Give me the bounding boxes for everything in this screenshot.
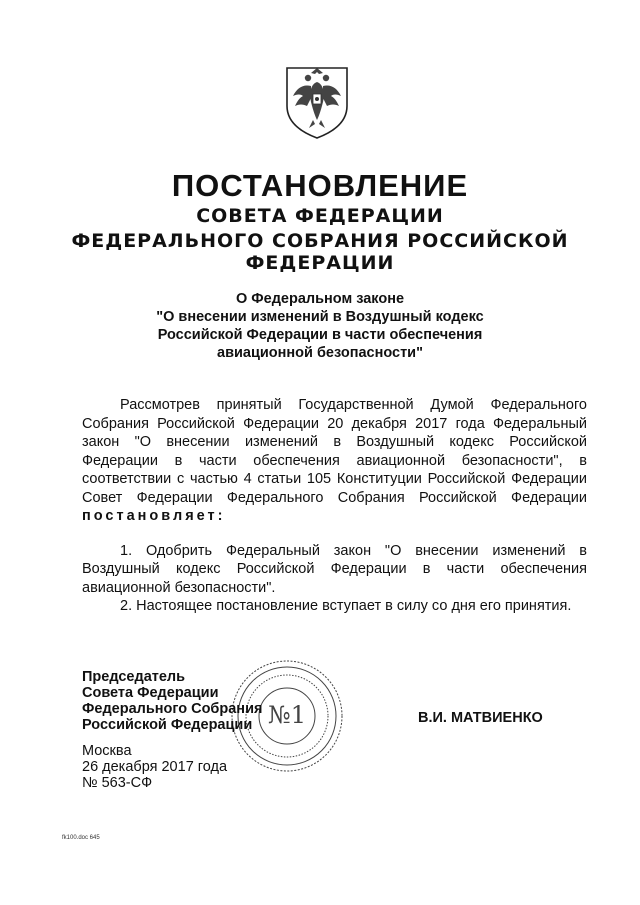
issuer-line-2: ФЕДЕРАЛЬНОГО СОБРАНИЯ РОССИЙСКОЙ ФЕДЕРАЦИИ	[71, 230, 569, 274]
resolves-keyword: постановляет:	[82, 508, 226, 524]
subject-line: авиационной безопасности"	[217, 345, 423, 361]
signature-position	[82, 669, 262, 733]
subject-line: О Федеральном законе	[235, 291, 405, 307]
position-line: Федерального Собрания	[82, 701, 263, 717]
subject-line: Российской Федерации в части обеспечения	[157, 327, 483, 343]
preamble-text: Рассмотрев принятый Государственной Думой Федерального Собрания Российской Федерации 20 декабря 2017 года Федеральный закон "О внесении изменений в Воздушный кодекс Российской Федерации в части обеспечения авиационной безопасности", в соответствии с частью 4 статьи 105 Конституции Российской Федерации Совет Федерации Федерального Собрания Российской Федерации	[82, 397, 587, 506]
city: Москва	[82, 743, 132, 759]
issuer-line-1: СОВЕТА ФЕДЕРАЦИИ	[196, 205, 444, 227]
stamp-number: №1	[268, 701, 306, 729]
position-line: Совета Федерации	[82, 685, 219, 701]
document-body	[82, 396, 587, 616]
date: 26 декабря 2017 года	[82, 759, 228, 775]
signer-name: В.И. МАТВИЕНКО	[418, 710, 543, 726]
document-subject	[100, 290, 540, 362]
document-title: ПОСТАНОВЛЕНИЕ	[171, 168, 469, 203]
document-number: № 563-СФ	[82, 775, 153, 791]
file-reference: fk100.doc 645	[62, 835, 100, 841]
position-line: Российской Федерации	[82, 717, 253, 733]
position-line: Председатель	[82, 669, 186, 685]
resolution-item-1: 1. Одобрить Федеральный закон "О внесении изменений в Воздушный кодекс Российской Федерации в части обеспечения авиационной безопасности".	[82, 542, 587, 596]
place-and-date	[82, 743, 227, 791]
resolution-item-2: 2. Настоящее постановление вступает в силу со дня его принятия.	[120, 598, 572, 614]
subject-line: "О внесении изменений в Воздушный кодекс	[156, 309, 484, 325]
russian-coat-of-arms-icon	[281, 62, 353, 140]
preamble-paragraph	[82, 396, 587, 526]
